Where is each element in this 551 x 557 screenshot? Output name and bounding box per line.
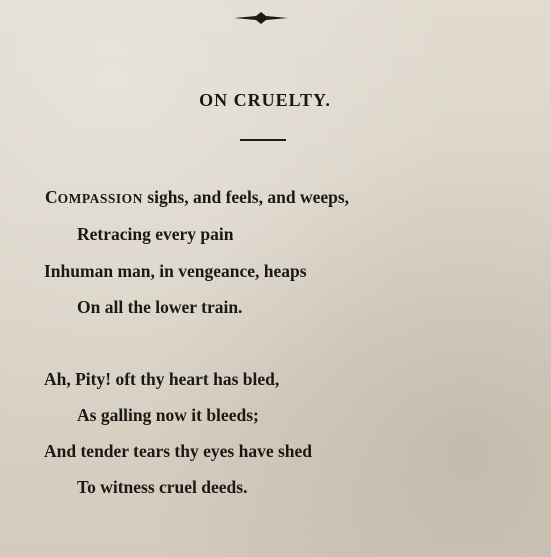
poem-line: Retracing every pain [77,224,234,244]
poem-line: On all the lower train. [77,297,243,317]
poem-title: ON CRUELTY. [199,90,331,110]
poem-line: And tender tears thy eyes have shed [44,441,313,461]
line-rest: sighs, and feels, and weeps, [142,187,350,207]
drop-letter: C [45,187,58,207]
show-through-text [330,4,334,22]
poem-line: To witness cruel deeds. [77,477,248,497]
small-caps-word: OMPASSION [57,191,143,206]
title-rule [240,139,286,141]
poem-line: As galling now it bleeds; [77,405,259,425]
poem-line [45,187,349,208]
poem-line: Inhuman man, in vengeance, heaps [44,261,307,281]
poem-line: Ah, Pity! oft thy heart has bled, [44,369,280,389]
ornament-divider-icon [232,12,290,24]
